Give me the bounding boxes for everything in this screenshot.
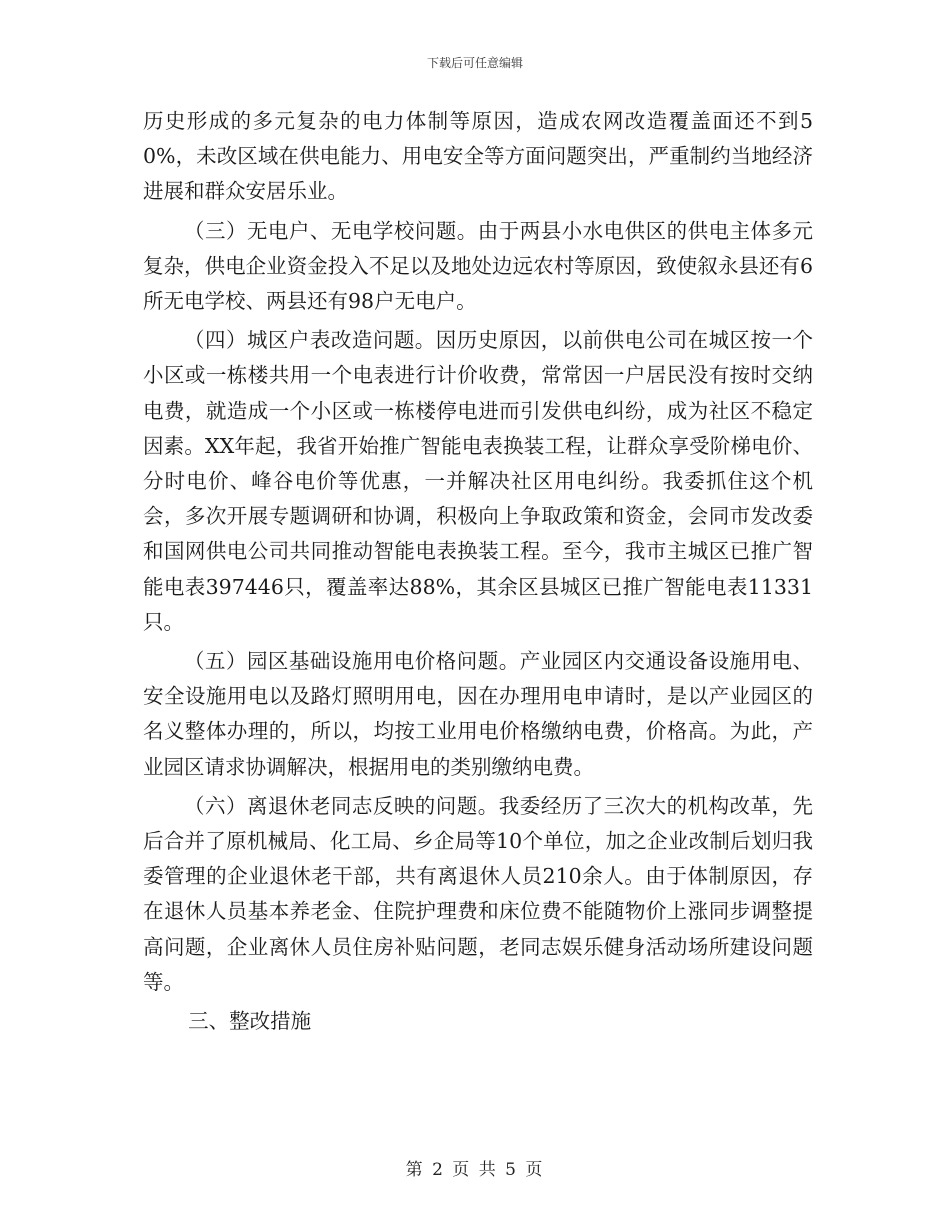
paragraph-park-electricity-price: （五）园区基础设施用电价格问题。产业园区内交通设备设施用电、安全设施用电以及路灯照明用电，因在办理用电申请时，是以产业园区的名义整体办理的，所以，均按工业用电价格缴纳电费，价格高。为此，产业园区请求协调解决，根据用电的类别缴纳电费。 <box>143 649 813 779</box>
paragraph-retired-staff: （六）离退休老同志反映的问题。我委经历了三次大的机构改革，先后合并了原机械局、化工局、乡企局等10个单位，加之企业改制后划归我委管理的企业退休老干部，共有离退休人员210余人。由于体制原因，存在退休人员基本养老金、住院护理费和床位费不能随物价上涨同步调整提高问题，企业离休人员住房补贴问题，老同志娱乐健身活动场所建设问题等。 <box>143 793 813 994</box>
section-heading-rectification: 三、整改措施 <box>188 1009 312 1034</box>
page-header-note: 下载后可任意编辑 <box>426 56 523 70</box>
paragraph-no-electricity: （三）无电户、无电学校问题。由于两县小水电供区的供电主体多元复杂，供电企业资金投入不足以及地处边远农村等原因，致使叙永县还有6所无电学校、两县还有98户无电户。 <box>143 218 813 314</box>
paragraph-meter-renovation: （四）城区户表改造问题。因历史原因，以前供电公司在城区按一个小区或一栋楼共用一个电表进行计价收费，常常因一户居民没有按时交纳电费，就造成一个小区或一栋楼停电进而引发供电纠纷，成为社区不稳定因素。XX年起，我省开始推广智能电表换装工程，让群众享受阶梯电价、分时电价、峰谷电价等优惠，一并解决社区用电纠纷。我委抓住这个机会，多次开展专题调研和协调，积极向上争取政策和资金，会同市发改委和国网供电公司共同推动智能电表换装工程。至今，我市主城区已推广智能电表397446只，覆盖率达88%，其余区县城区已推广智能电表11331只。 <box>143 328 813 634</box>
page-number: 第 2 页 共 5 页 <box>405 1160 545 1180</box>
document-body <box>143 104 813 1039</box>
paragraph-continuation: 历史形成的多元复杂的电力体制等原因，造成农网改造覆盖面还不到50%，未改区域在供电能力、用电安全等方面问题突出，严重制约当地经济进展和群众安居乐业。 <box>143 109 813 204</box>
